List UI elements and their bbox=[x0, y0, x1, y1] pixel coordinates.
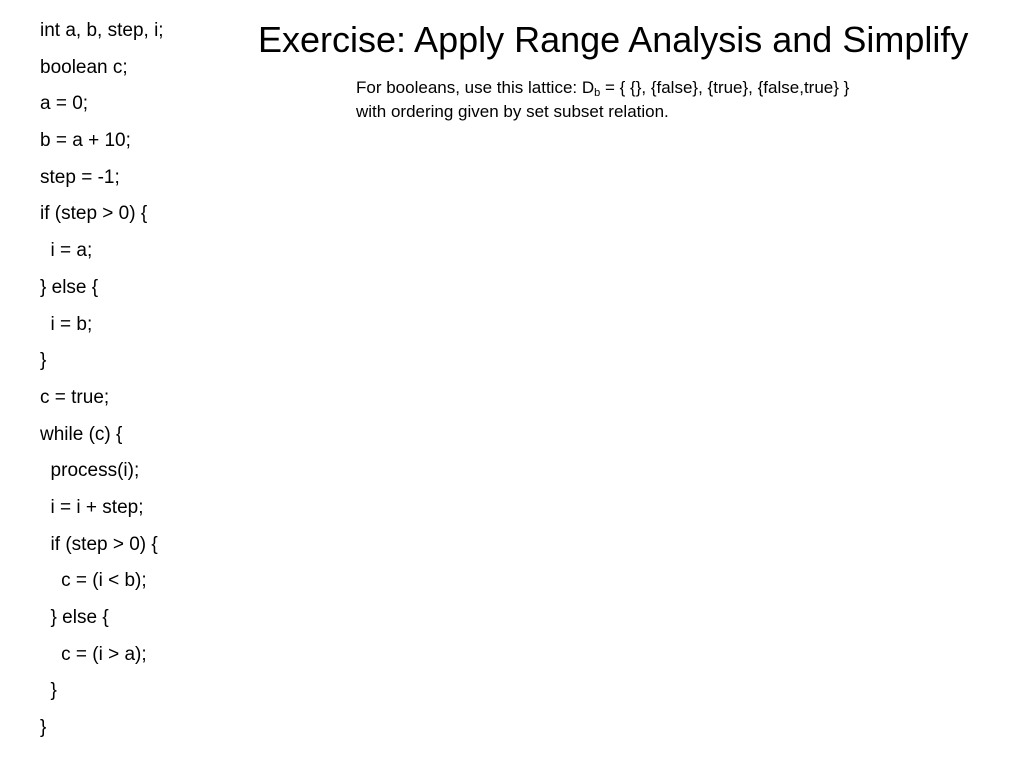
lattice-subscript: b bbox=[594, 87, 601, 99]
code-line: } else { bbox=[40, 607, 109, 628]
code-line: } bbox=[40, 717, 47, 739]
code-line: c = (i < b); bbox=[40, 570, 147, 592]
code-line: } bbox=[40, 680, 57, 702]
code-line: while (c) { bbox=[40, 423, 123, 445]
lattice-note-line-2: with ordering given by set subset relation. bbox=[356, 102, 669, 121]
code-line: step = -1; bbox=[40, 166, 120, 188]
code-line: i = a; bbox=[40, 240, 93, 262]
code-line: i = b; bbox=[40, 313, 93, 335]
code-line: if (step > 0) { bbox=[40, 533, 158, 555]
code-line: int a, b, step, i; bbox=[40, 20, 164, 41]
code-line: c = true; bbox=[40, 386, 110, 408]
code-line: } else { bbox=[40, 276, 99, 298]
code-line: c = (i > a); bbox=[40, 643, 147, 665]
code-listing bbox=[40, 13, 250, 747]
code-line: b = a + 10; bbox=[40, 130, 131, 152]
code-line: if (step > 0) { bbox=[40, 203, 148, 225]
lattice-note-text-end: = { {}, {false}, {true}, {false,true} } bbox=[600, 78, 850, 97]
code-line: boolean c; bbox=[40, 56, 128, 78]
code-line: a = 0; bbox=[40, 93, 89, 115]
slide-title: Exercise: Apply Range Analysis and Simplify bbox=[258, 19, 969, 60]
lattice-note-line-1 bbox=[356, 76, 986, 100]
code-line: i = i + step; bbox=[40, 496, 144, 518]
code-line: } bbox=[40, 350, 47, 372]
code-line: process(i); bbox=[40, 460, 140, 482]
lattice-note bbox=[356, 76, 986, 124]
lattice-note-text-start: For booleans, use this lattice: D bbox=[356, 78, 595, 97]
